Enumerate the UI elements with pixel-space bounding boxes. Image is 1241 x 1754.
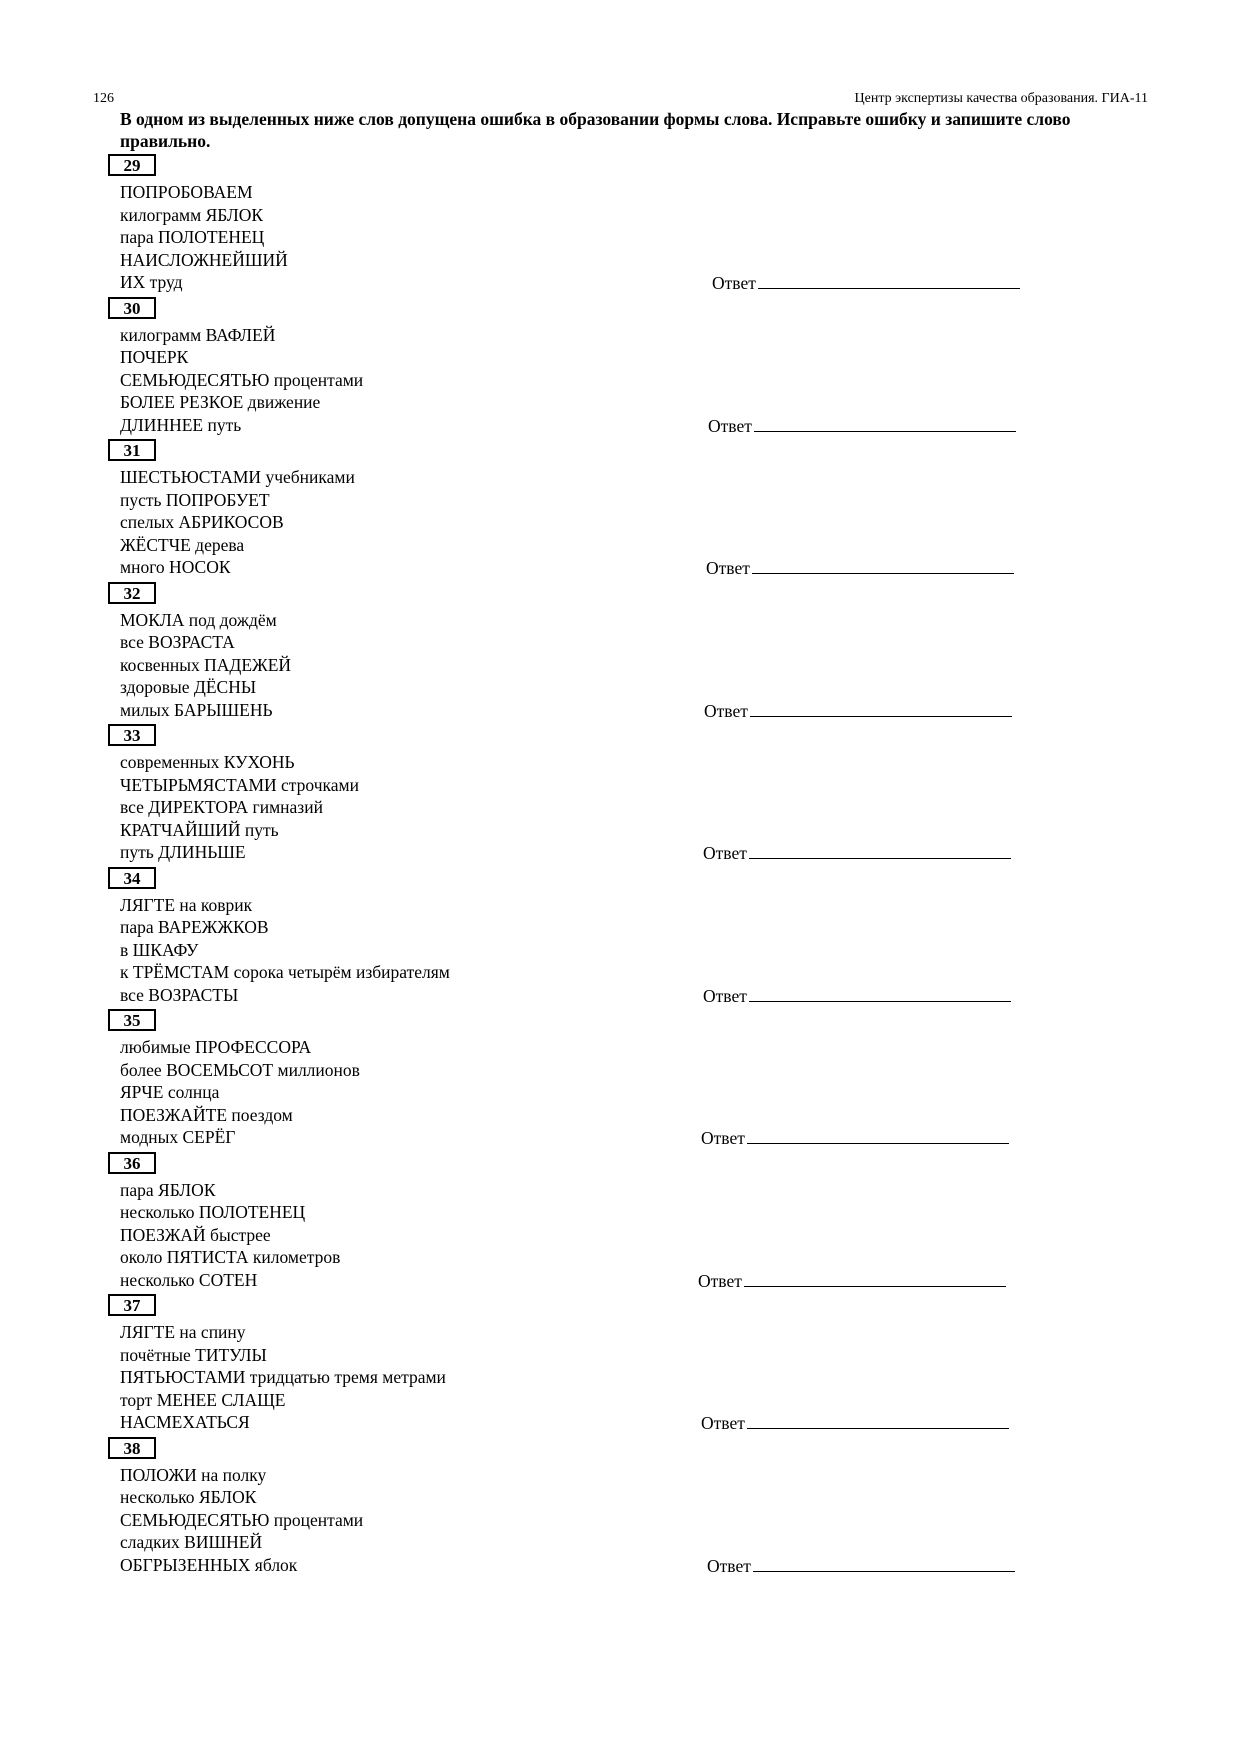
task-31 — [0, 439, 1241, 582]
option-list — [120, 181, 288, 294]
option: современных КУХОНЬ — [120, 752, 295, 772]
task-29 — [0, 154, 1241, 297]
answer-line[interactable] — [750, 699, 1012, 717]
answer-field — [704, 699, 1012, 721]
option-list — [120, 466, 355, 579]
option: в ШКАФУ — [120, 939, 199, 960]
option: НАСМЕХАТЬСЯ — [120, 1412, 250, 1433]
task-number: 31 — [108, 439, 156, 461]
task-38 — [0, 1437, 1241, 1580]
answer-line[interactable] — [752, 556, 1014, 574]
option-list — [120, 609, 291, 722]
task-37 — [0, 1294, 1241, 1437]
option: сладких ВИШНЕЙ — [120, 1532, 263, 1553]
task-number: 37 — [108, 1294, 156, 1316]
option: ЖЁСТЧЕ дерева — [120, 534, 245, 555]
option: ПОПРОБОВАЕМ — [120, 182, 253, 202]
answer-line[interactable] — [753, 1554, 1015, 1572]
answer-field — [712, 271, 1020, 293]
option: ПЯТЬЮСТАМИ тридцатью тремя метрами — [120, 1367, 446, 1388]
option: ПОЧЕРК — [120, 347, 189, 368]
option: пара ВАРЕЖЖКОВ — [120, 917, 269, 938]
option: КРАТЧАЙШИЙ путь — [120, 819, 279, 840]
answer-line[interactable] — [754, 414, 1016, 432]
option: милых БАРЫШЕНЬ — [120, 699, 273, 720]
answer-line[interactable] — [749, 984, 1011, 1002]
option: любимые ПРОФЕССОРА — [120, 1037, 312, 1057]
task-36 — [0, 1152, 1241, 1295]
answer-label: Ответ — [698, 1270, 742, 1291]
option-list — [120, 1036, 360, 1149]
option: модных СЕРЁГ — [120, 1127, 236, 1148]
option-list — [120, 1179, 340, 1292]
option: к ТРЁМСТАМ сорока четырём избирателям — [120, 962, 450, 983]
option: ЛЯГТЕ на спину — [120, 1322, 246, 1342]
option: пара ПОЛОТЕНЕЦ — [120, 227, 265, 248]
answer-label: Ответ — [704, 700, 748, 721]
answer-field — [701, 1411, 1009, 1433]
answer-field — [698, 1269, 1006, 1291]
task-number: 34 — [108, 867, 156, 889]
option: ПОЕЗЖАЙ быстрее — [120, 1224, 271, 1245]
answer-label: Ответ — [707, 1555, 751, 1576]
option: все ДИРЕКТОРА гимназий — [120, 797, 323, 818]
answer-field — [701, 1126, 1009, 1148]
task-34 — [0, 867, 1241, 1010]
option: пусть ПОПРОБУЕТ — [120, 489, 270, 510]
option: все ВОЗРАСТЫ — [120, 984, 239, 1005]
answer-label: Ответ — [701, 1128, 745, 1148]
option: пара ЯБЛОК — [120, 1179, 216, 1200]
answer-field — [703, 984, 1011, 1006]
option: МОКЛА под дождём — [120, 609, 277, 630]
task-32 — [0, 582, 1241, 725]
option-list — [120, 751, 359, 864]
option-list — [120, 324, 363, 437]
option: торт МЕНЕЕ СЛАЩЕ — [120, 1389, 286, 1410]
option: спелых АБРИКОСОВ — [120, 512, 284, 533]
option: много НОСОК — [120, 557, 231, 578]
answer-field — [708, 414, 1016, 436]
option: ЯРЧЕ солнца — [120, 1082, 220, 1103]
task-30 — [0, 297, 1241, 440]
option: почётные ТИТУЛЫ — [120, 1344, 267, 1365]
option: ЛЯГТЕ на коврик — [120, 894, 253, 915]
answer-label: Ответ — [708, 415, 752, 436]
task-number: 35 — [108, 1009, 156, 1031]
answer-line[interactable] — [758, 271, 1020, 289]
option: килограмм ЯБЛОК — [120, 204, 264, 225]
option: ДЛИННЕЕ путь — [120, 414, 242, 435]
option: ПОЛОЖИ на полку — [120, 1464, 267, 1485]
option-list — [120, 1464, 363, 1577]
task-35 — [0, 1009, 1241, 1152]
option: путь ДЛИНЬШЕ — [120, 842, 246, 863]
answer-line[interactable] — [747, 1411, 1009, 1429]
option: несколько ЯБЛОК — [120, 1487, 257, 1508]
task-list — [0, 154, 1241, 1579]
answer-label: Ответ — [703, 985, 747, 1006]
answer-line[interactable] — [749, 841, 1011, 859]
option: БОЛЕЕ РЕЗКОЕ движение — [120, 392, 321, 413]
option: ЧЕТЫРЬМЯСТАМИ строчками — [120, 774, 359, 795]
option: около ПЯТИСТА километров — [120, 1247, 341, 1268]
task-number: 36 — [108, 1152, 156, 1174]
answer-label: Ответ — [701, 1413, 745, 1433]
option: НАИСЛОЖНЕЙШИЙ — [120, 249, 288, 270]
answer-line[interactable] — [747, 1126, 1009, 1144]
answer-line[interactable] — [744, 1269, 1006, 1287]
answer-label: Ответ — [703, 843, 747, 863]
option: здоровые ДЁСНЫ — [120, 677, 257, 698]
header-source: Центр экспертизы качества образования. ГИА-11 — [854, 91, 1148, 106]
answer-label: Ответ — [712, 273, 756, 293]
option: косвенных ПАДЕЖЕЙ — [120, 654, 292, 675]
answer-field — [706, 556, 1014, 578]
task-number: 32 — [108, 582, 156, 604]
option: СЕМЬЮДЕСЯТЬЮ процентами — [120, 1509, 364, 1530]
option-list — [120, 894, 450, 1007]
option: ПОЕЗЖАЙТЕ поездом — [120, 1104, 293, 1125]
task-number: 29 — [108, 154, 156, 176]
option: ОБГРЫЗЕННЫХ яблок — [120, 1554, 298, 1575]
task-number: 33 — [108, 724, 156, 746]
option: несколько СОТЕН — [120, 1269, 258, 1290]
task-number: 38 — [108, 1437, 156, 1459]
option: все ВОЗРАСТА — [120, 632, 235, 653]
option: несколько ПОЛОТЕНЕЦ — [120, 1202, 306, 1223]
option: СЕМЬЮДЕСЯТЬЮ процентами — [120, 369, 364, 390]
task-33 — [0, 724, 1241, 867]
task-number: 30 — [108, 297, 156, 319]
option: более ВОСЕМЬСОТ миллионов — [120, 1059, 360, 1080]
option: ИХ труд — [120, 272, 183, 293]
answer-field — [703, 841, 1011, 863]
option: килограмм ВАФЛЕЙ — [120, 324, 276, 345]
answer-field — [707, 1554, 1015, 1576]
option: ШЕСТЬЮСТАМИ учебниками — [120, 467, 355, 487]
answer-label: Ответ — [706, 558, 750, 578]
page-number: 126 — [93, 91, 114, 106]
instruction-text: В одном из выделенных ниже слов допущена ошибка в образовании формы слова. Исправьте ошибку и запишите слово правильно. — [120, 109, 1071, 151]
option-list — [120, 1321, 446, 1434]
